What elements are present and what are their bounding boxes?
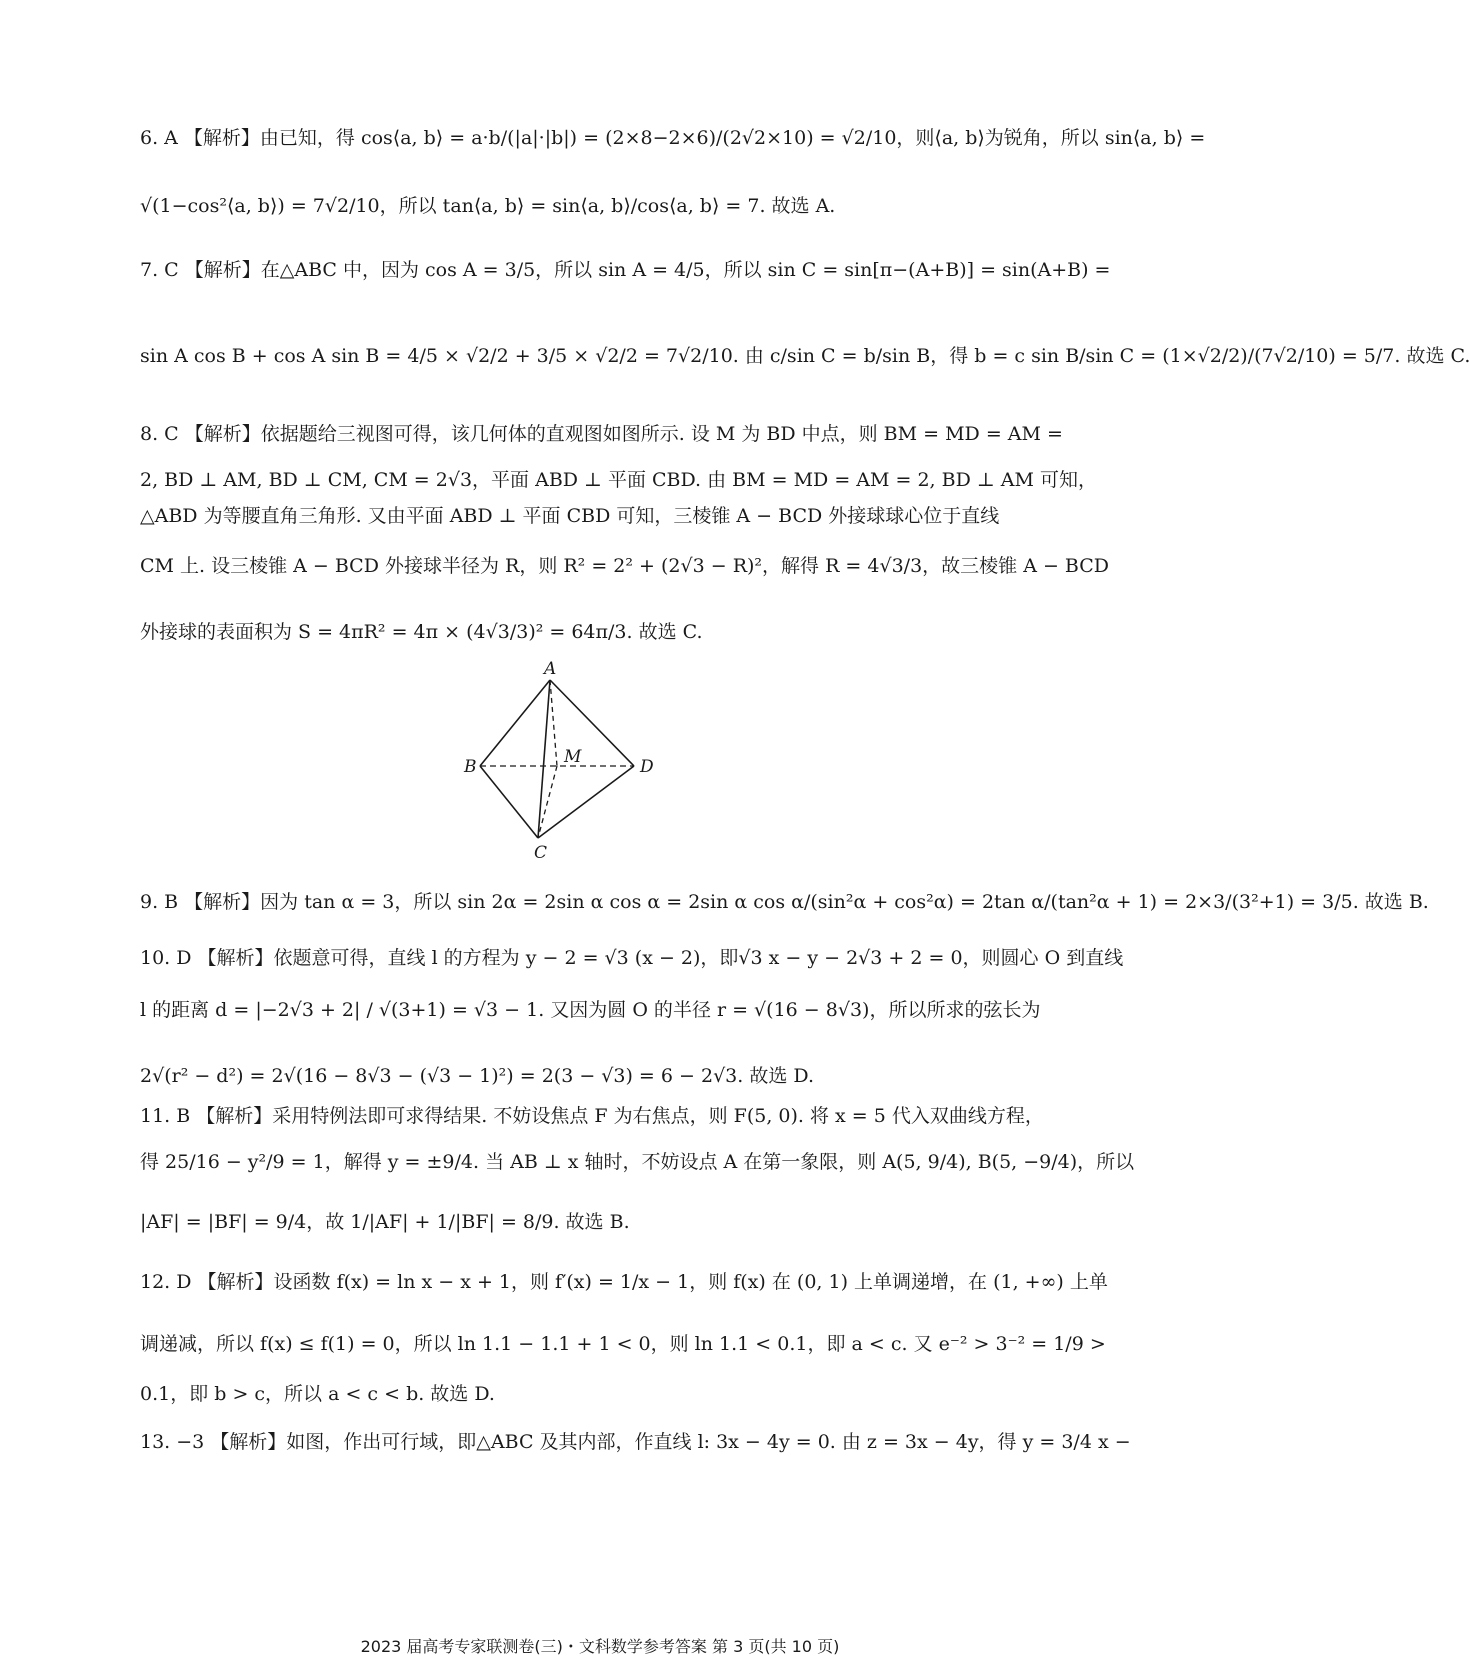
q8-line-2: 2, BD ⊥ AM, BD ⊥ CM, CM = 2√3，平面 ABD ⊥ 平面 CBD. 由 BM = MD = AM = 2, BD ⊥ AM 可知， [140, 469, 1097, 491]
q12-line-1: 12. D 【解析】设函数 f(x) = ln x − x + 1，则 f′(x) = 1/x − 1，则 f(x) 在 (0, 1) 上单调递增，在 (1, +∞) 上单 [140, 1271, 1108, 1293]
label-c: C [534, 843, 548, 863]
edge-bc [480, 766, 538, 838]
q13-line-1: 13. −3 【解析】如图，作出可行域，即△ABC 及其内部，作直线 l: 3x − 4y = 0. 由 z = 3x − 4y，得 y = 3/4 x − [140, 1431, 1131, 1453]
q7-line-2: sin A cos B + cos A sin B = 4/5 × √2/2 + 3/5 × √2/2 = 7√2/10. 由 c/sin C = b/sin B，得 b = c sin B/sin C = (1×√2/2)/(7√2/10) = 5/7. 故选 C. [140, 345, 1470, 367]
q7-line-1: 7. C 【解析】在△ABC 中，因为 cos A = 3/5，所以 sin A = 4/5，所以 sin C = sin[π−(A+B)] = sin(A+B) = [140, 259, 1111, 281]
q8-line-5: 外接球的表面积为 S = 4πR² = 4π × (4√3/3)² = 64π/3. 故选 C. [140, 621, 703, 643]
q11-line-3: |AF| = |BF| = 9/4，故 1/|AF| + 1/|BF| = 8/9. 故选 B. [140, 1211, 630, 1233]
q10-line-3: 2√(r² − d²) = 2√(16 − 8√3 − (√3 − 1)²) = 2(3 − √3) = 6 − 2√3. 故选 D. [140, 1065, 814, 1087]
q8-line-1: 8. C 【解析】依据题给三视图可得，该几何体的直观图如图所示. 设 M 为 BD 中点，则 BM = MD = AM = [140, 423, 1063, 445]
q11-line-1: 11. B 【解析】采用特例法即可求得结果. 不妨设焦点 F 为右焦点，则 F(5, 0). 将 x = 5 代入双曲线方程， [140, 1105, 1044, 1127]
label-m: M [564, 747, 582, 767]
q6-line-1: 6. A 【解析】由已知，得 cos⟨a, b⟩ = a·b/(|a|·|b|) = (2×8−2×6)/(2√2×10) = √2/10，则⟨a, b⟩为锐角，所以 sin⟨a, b⟩ = [140, 127, 1206, 149]
q12-line-2: 调递减，所以 f(x) ≤ f(1) = 0，所以 ln 1.1 − 1.1 + 1 < 0，则 ln 1.1 < 0.1，即 a < c. 又 e⁻² > 3⁻² = 1/9 > [140, 1333, 1106, 1355]
q11-line-2: 得 25/16 − y²/9 = 1，解得 y = ±9/4. 当 AB ⊥ x 轴时，不妨设点 A 在第一象限，则 A(5, 9/4), B(5, −9/4)，所以 [140, 1151, 1135, 1173]
label-b: B [464, 757, 477, 777]
q8-line-4: CM 上. 设三棱锥 A − BCD 外接球半径为 R，则 R² = 2² + (2√3 − R)²，解得 R = 4√3/3，故三棱锥 A − BCD [140, 555, 1110, 577]
segment-am-dashed [550, 680, 557, 766]
q10-line-2: l 的距离 d = |−2√3 + 2| / √(3+1) = √3 − 1. 又因为圆 O 的半径 r = √(16 − 8√3)，所以所求的弦长为 [140, 999, 1041, 1021]
edge-ac [538, 680, 550, 838]
q9-line-1: 9. B 【解析】因为 tan α = 3，所以 sin 2α = 2sin α cos α = 2sin α cos α/(sin²α + cos²α) = 2tan α/(tan²α + 1) = 2×3/(3²+1) = 3/5. 故选 B. [140, 891, 1429, 913]
edge-ab [480, 680, 550, 766]
page-footer: 2023 届高考专家联测卷(三)・文科数学参考答案 第 3 页(共 10 页) [360, 1637, 840, 1656]
edge-dc [538, 766, 634, 838]
label-d: D [640, 757, 654, 777]
q6-line-2: √(1−cos²⟨a, b⟩) = 7√2/10，所以 tan⟨a, b⟩ = sin⟨a, b⟩/cos⟨a, b⟩ = 7. 故选 A. [140, 195, 836, 217]
q8-line-3: △ABD 为等腰直角三角形. 又由平面 ABD ⊥ 平面 CBD 可知，三棱锥 A − BCD 外接球球心位于直线 [140, 505, 1000, 527]
label-a: A [544, 659, 557, 679]
q10-line-1: 10. D 【解析】依题意可得，直线 l 的方程为 y − 2 = √3 (x − 2)，即√3 x − y − 2√3 + 2 = 0，则圆心 O 到直线 [140, 947, 1124, 969]
q12-line-3: 0.1，即 b > c，所以 a < c < b. 故选 D. [140, 1383, 495, 1405]
edge-ad [550, 680, 634, 766]
